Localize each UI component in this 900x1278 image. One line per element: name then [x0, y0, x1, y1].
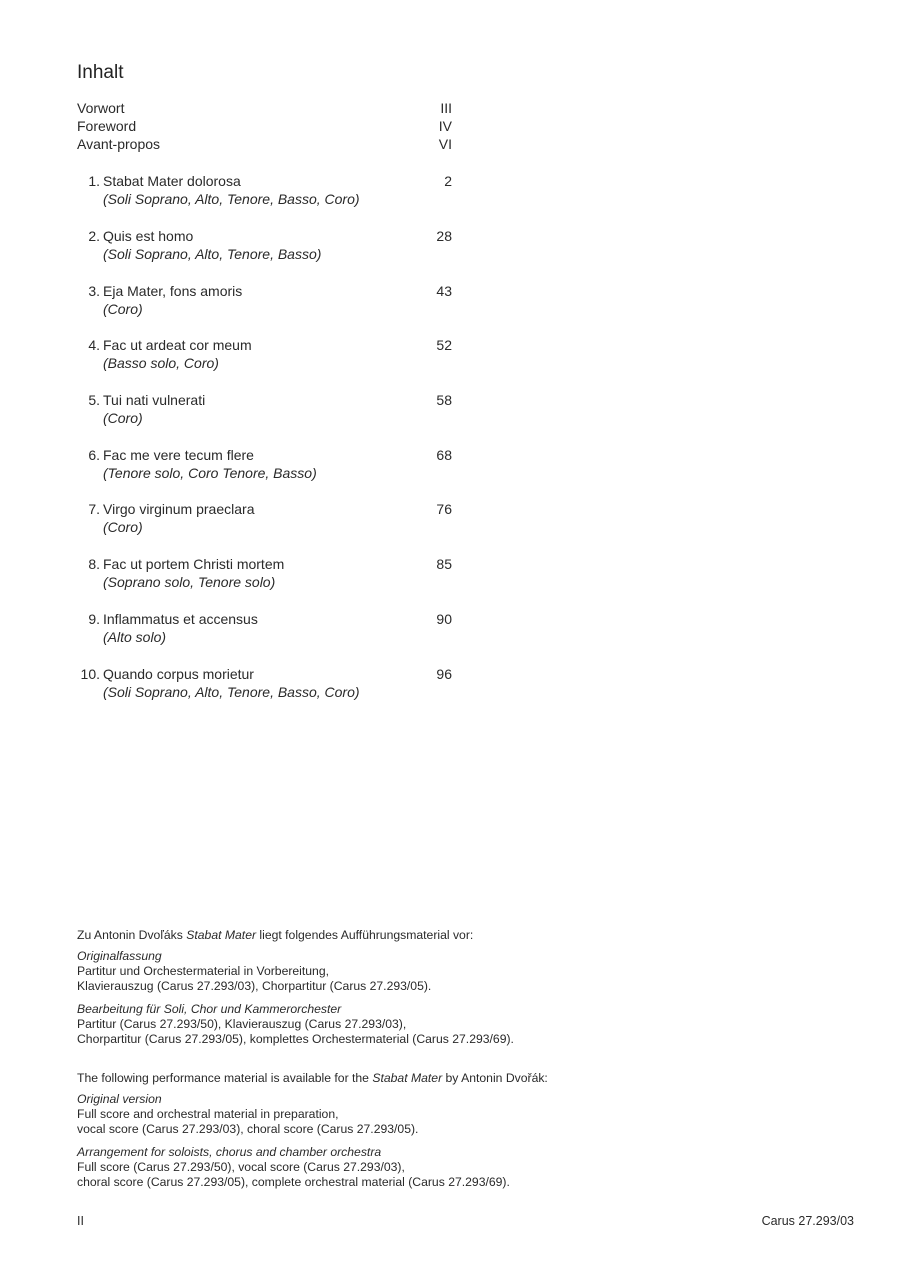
toc-front-label: Avant-propos	[77, 136, 161, 152]
intro-text: Zu Antonin Dvoľáks	[77, 928, 187, 942]
movement-title: Fac me vere tecum flere	[103, 447, 254, 463]
movement-page: 76	[436, 501, 452, 517]
movement-title: Stabat Mater dolorosa	[103, 173, 241, 189]
toc-front-page: VI	[438, 136, 452, 152]
materials-intro	[77, 928, 637, 943]
movement-voices: (Basso solo, Coro)	[103, 355, 219, 371]
original-line: vocal score (Carus 27.293/03), choral score (Carus 27.293/05).	[77, 1122, 419, 1136]
toc-heading: Inhalt	[77, 62, 124, 83]
movement-number: 8.	[88, 556, 100, 572]
arrangement-heading: Bearbeitung für Soli, Chor und Kammerorchester	[77, 1002, 342, 1016]
movement-voices: (Tenore solo, Coro Tenore, Basso)	[103, 465, 317, 481]
movement-voices: (Soprano solo, Tenore solo)	[103, 574, 276, 590]
arrangement-heading: Arrangement for soloists, chorus and chamber orchestra	[77, 1145, 382, 1159]
movement-page: 68	[436, 447, 452, 463]
original-line: Partitur und Orchestermaterial in Vorbereitung,	[77, 964, 329, 978]
movement-page: 43	[436, 283, 452, 299]
movement-number: 1.	[88, 173, 100, 189]
movement-number: 5.	[88, 392, 100, 408]
toc-front-page: III	[440, 100, 452, 116]
movement-number: 3.	[88, 283, 100, 299]
movement-page: 52	[436, 337, 452, 353]
movement-number: 4.	[88, 337, 100, 353]
toc-front-label: Foreword	[77, 118, 137, 134]
arrangement-line: Chorpartitur (Carus 27.293/05), komplettes Orchestermaterial (Carus 27.293/69).	[77, 1032, 514, 1046]
materials-english	[77, 1071, 637, 1190]
intro-text: liegt folgendes Aufführungsmaterial vor:	[256, 928, 474, 942]
materials-intro	[77, 1071, 637, 1086]
movement-voices: (Soli Soprano, Alto, Tenore, Basso, Coro)	[103, 191, 360, 207]
movement-voices: (Coro)	[103, 410, 143, 426]
movement-page: 90	[436, 611, 452, 627]
movement-voices: (Coro)	[103, 301, 143, 317]
movement-page: 58	[436, 392, 452, 408]
movement-title: Eja Mater, fons amoris	[103, 283, 243, 299]
movement-number: 6.	[88, 447, 100, 463]
arrangement-line: Full score (Carus 27.293/50), vocal score (Carus 27.293/03),	[77, 1160, 405, 1174]
original-heading: Original version	[77, 1092, 162, 1106]
movement-voices: (Coro)	[103, 519, 143, 535]
movement-page: 96	[436, 666, 452, 682]
toc-front-label: Vorwort	[77, 100, 125, 116]
movement-title: Quando corpus morietur	[103, 666, 254, 682]
movement-number: 10.	[80, 666, 100, 682]
work-title: Stabat Mater	[372, 1071, 443, 1085]
movement-voices: (Alto solo)	[103, 629, 167, 645]
original-line: Full score and orchestral material in preparation,	[77, 1107, 339, 1121]
movement-number: 2.	[88, 228, 100, 244]
movement-title: Quis est homo	[103, 228, 194, 244]
movement-voices: (Soli Soprano, Alto, Tenore, Basso, Coro)	[103, 684, 360, 700]
movement-number: 9.	[88, 611, 100, 627]
arrangement-line: Partitur (Carus 27.293/50), Klavierauszug (Carus 27.293/03),	[77, 1017, 407, 1031]
movement-voices: (Soli Soprano, Alto, Tenore, Basso)	[103, 246, 322, 262]
movement-title: Virgo virginum praeclara	[103, 501, 255, 517]
toc-front-page: IV	[438, 118, 452, 134]
original-line: Klavierauszug (Carus 27.293/03), Chorpartitur (Carus 27.293/05).	[77, 979, 432, 993]
movement-title: Fac ut ardeat cor meum	[103, 337, 252, 353]
catalog-number: Carus 27.293/03	[761, 1214, 854, 1228]
materials-german	[77, 928, 637, 1047]
movement-page: 28	[436, 228, 452, 244]
arrangement-line: choral score (Carus 27.293/05), complete orchestral material (Carus 27.293/69).	[77, 1175, 510, 1189]
intro-text: The following performance material is available for the	[77, 1071, 373, 1085]
movement-page: 85	[436, 556, 452, 572]
movement-title: Fac ut portem Christi mortem	[103, 556, 285, 572]
movement-title: Inflammatus et accensus	[103, 611, 258, 627]
work-title: Stabat Mater	[186, 928, 257, 942]
movement-number: 7.	[88, 501, 100, 517]
movement-page: 2	[444, 173, 452, 189]
original-heading: Originalfassung	[77, 949, 162, 963]
page-number: II	[77, 1214, 84, 1228]
movement-title: Tui nati vulnerati	[103, 392, 206, 408]
intro-text: by Antonin Dvořák:	[442, 1071, 548, 1085]
